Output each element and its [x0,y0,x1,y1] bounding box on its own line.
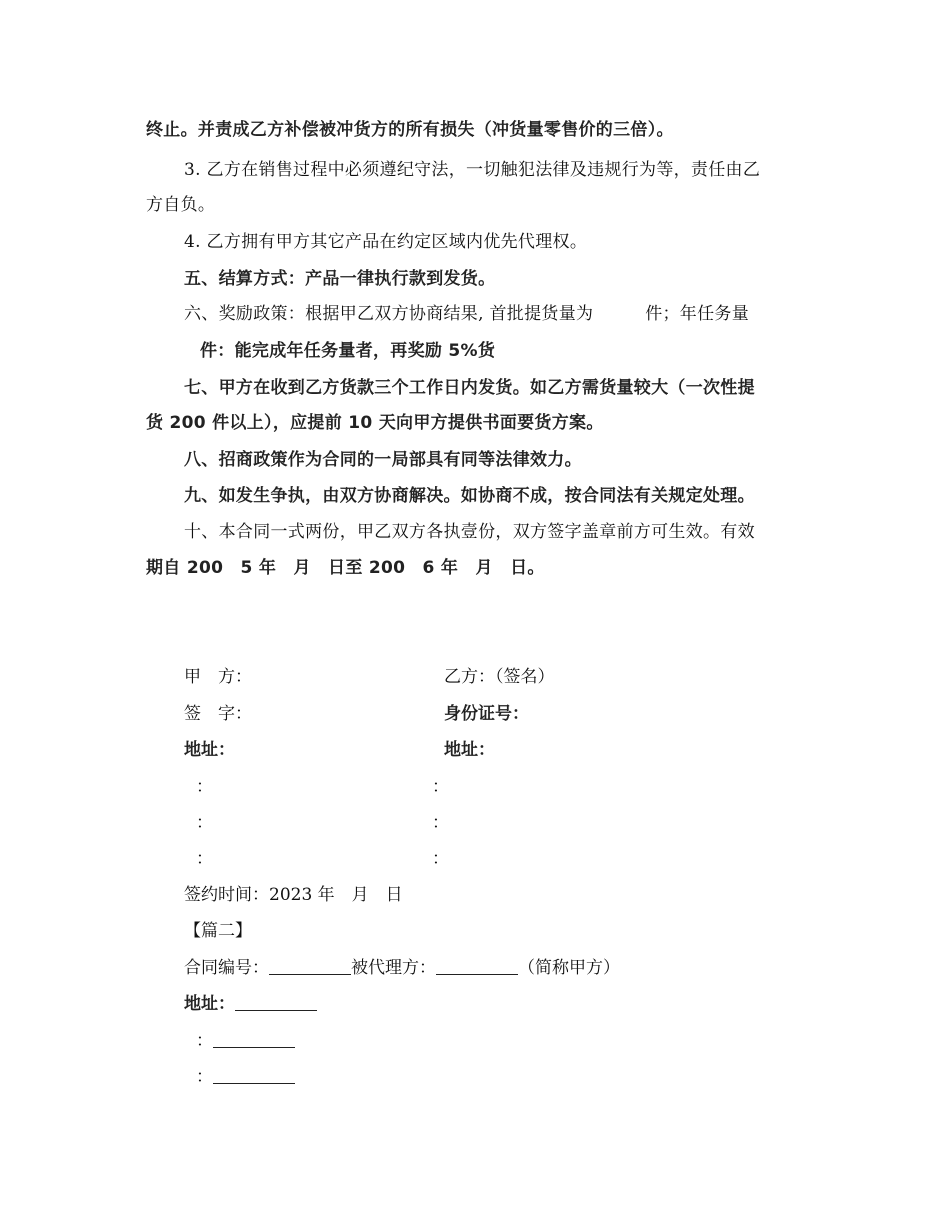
section-7-line-1: 七、甲方在收到乙方货款三个工作日内发货。如乙方需货量较大（一次性提 [184,378,755,398]
contract-number-row [184,957,620,979]
principal-blank [436,958,518,975]
contract-number-label: 合同编号： [184,958,269,978]
item-4: 4. 乙方拥有甲方其它产品在约定区域内优先代理权。 [184,232,588,252]
abbr-party-a: （简称甲方） [518,958,620,978]
item-3-line-1: 3. 乙方在销售过程中必须遵纪守法，一切触犯法律及违规行为等，责任由乙 [184,160,761,180]
section-8: 八、招商政策作为合同的一局部具有同等法律效力。 [184,450,582,470]
section-6-line-1: 六、奖励政策：根据甲乙双方协商结果, 首批提货量为 件；年任务量 [184,304,750,324]
part-two-address-row [184,993,317,1015]
field-colon: ： [196,1031,213,1051]
section-5-settlement: 五、结算方式：产品一律执行款到发货。 [184,269,496,289]
address-blank [235,994,317,1011]
section-10-line-1: 十、本合同一式两份，甲乙双方各执壹份，双方签字盖章前方可生效。有效 [184,522,755,542]
party-b-label: 乙方：（签名） [444,667,555,687]
id-number-label: 身份证号： [444,704,529,724]
contract-number-blank [269,958,351,975]
sign-label: 签 字： [184,704,252,724]
field-blank [213,1031,295,1048]
field-colon: ： [196,1067,213,1087]
part-two-heading: 【篇二】 [184,921,252,941]
part-two-address-label: 地址： [184,994,235,1014]
sign-time: 签约时间：2023 年 月 日 [184,885,403,905]
address-b-label: 地址： [444,740,495,760]
part-two-field-row [196,1066,295,1088]
field-colon: ： [432,777,449,797]
section-9: 九、如发生争执，由双方协商解决。如协商不成，按合同法有关规定处理。 [184,486,755,506]
item-3-line-2: 方自负。 [146,195,216,215]
field-colon: ： [196,813,213,833]
field-blank [213,1067,295,1084]
part-two-field-row [196,1030,295,1052]
section-6-line-2: 件：能完成年任务量者，再奖励 5%货 [200,341,496,361]
section-10-line-2: 期自 200 5 年 月 日至 200 6 年 月 日。 [146,558,545,578]
section-7-line-2: 货 200 件以上），应提前 10 天向甲方提供书面要货方案。 [146,413,604,433]
field-colon: ： [196,849,213,869]
field-colon: ： [432,849,449,869]
address-a-label: 地址： [184,740,235,760]
field-colon: ： [432,813,449,833]
party-a-label: 甲 方： [184,667,252,687]
clause-end-text: 终止。并责成乙方补偿被冲货方的所有损失（冲货量零售价的三倍）。 [146,120,674,140]
principal-label: 被代理方： [351,958,436,978]
field-colon: ： [196,777,213,797]
